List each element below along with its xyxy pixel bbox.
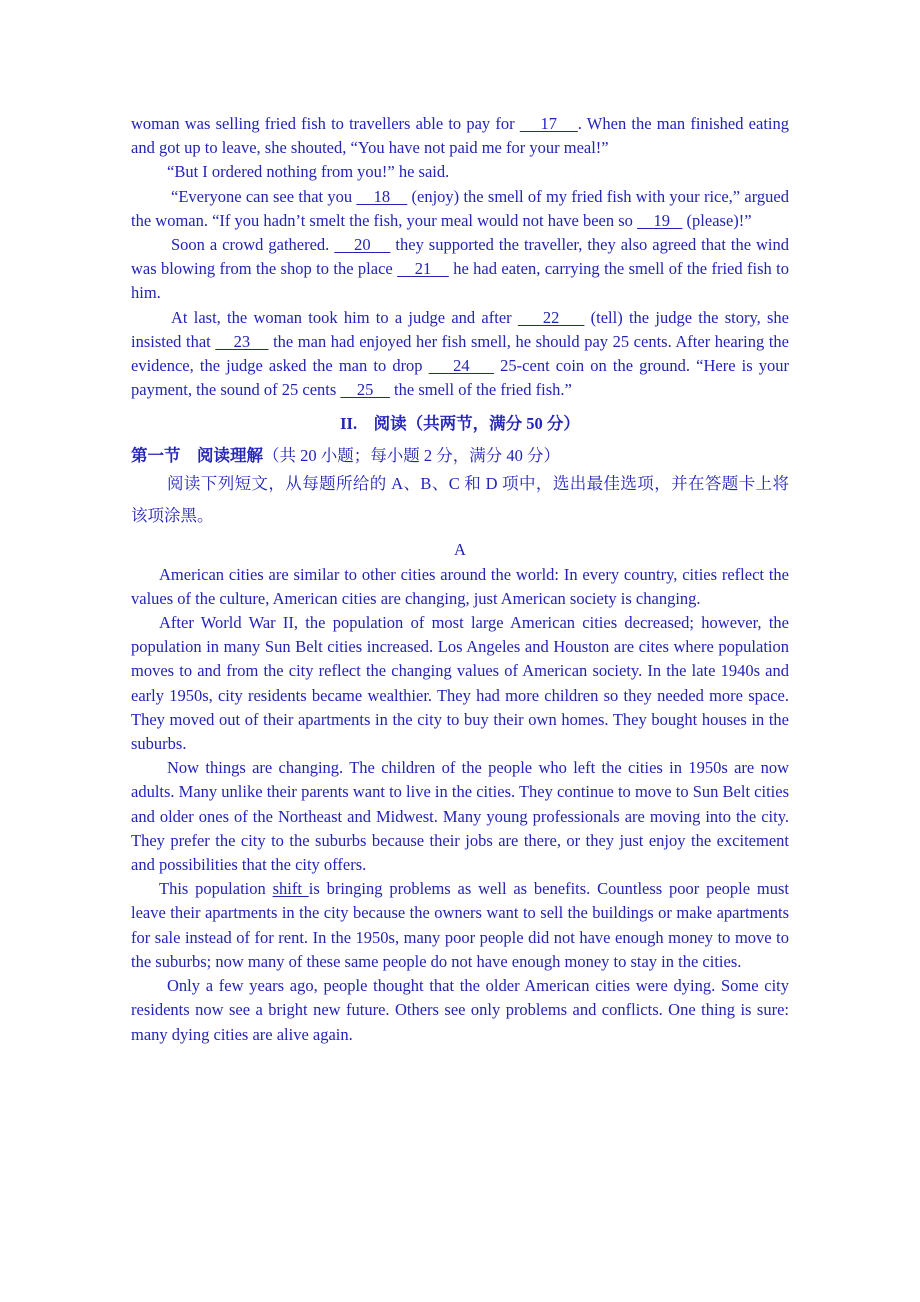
blank-22: 22: [517, 307, 585, 327]
text: “Everyone can see that you: [171, 186, 357, 206]
blank-20: 20: [334, 235, 391, 255]
part-heading: [131, 444, 789, 468]
text: 25-cent coin on the ground. “Here is your payment, the sound of 25 cents: [131, 356, 789, 400]
text: . When the man finished eating and got up to leave, she shouted, “You have not paid me for your meal!”: [131, 114, 789, 158]
underlined-word-shift: shift: [272, 879, 309, 899]
text: At last, the woman took him to a judge and after: [171, 307, 518, 327]
blank-23: 23: [215, 331, 269, 351]
text: (enjoy) the smell of my fried fish with your rice,” argued the woman. “If you hadn’t smelt the fish, your meal would not have been so: [131, 186, 790, 230]
cloze-paragraph-5: [131, 306, 789, 403]
text: he had eaten, carrying the smell of the fried fish to him.: [131, 259, 789, 303]
blank-25: 25: [340, 380, 390, 400]
section-title: II. 阅读（共两节，满分 50 分）: [340, 414, 580, 434]
text: the man had enjoyed her fish smell, he should pay 25 cents. After hearing the evidence, the judge asked the man to drop: [131, 331, 789, 376]
passage-letter: A: [454, 540, 466, 560]
cloze-paragraph-2: “But I ordered nothing from you!” he said.: [167, 162, 450, 182]
text: Soon a crowd gathered.: [171, 235, 335, 255]
document-page: [131, 112, 789, 1047]
cloze-paragraph-4: [131, 233, 789, 306]
blank-24: 24: [428, 356, 495, 376]
text: is bringing problems as well as benefits. Countless poor people must leave their apartments in the city because the owners want to sell the buildings or make apartments for sale instead of for rent. In the 1950s, many poor people did not have enough money to move to the suburbs; now many of these same people do not have enough money to stay in the cities.: [131, 879, 790, 971]
passage-paragraph-5: Only a few years ago, people thought that the older American cities were dying. Some city residents now see a bright new future. Others see only problems and conflicts. One thing is sure: many dying cities are alive again.: [131, 976, 789, 1044]
passage-paragraph-2: After World War II, the population of most large American cities decreased; however, the population in many Sun Belt cities increased. Los Angeles and Houston are cites where population moves to and from the city reflect the changing values of American society. In the late 1940s and early 1950s, city residents became wealthier. They had more children so they needed more space. They moved out of their apartments in the city to buy their own homes. They bought houses in the suburbs.: [131, 613, 789, 754]
passage-paragraph-1: American cities are similar to other cities around the world: In every country, cities reflect the values of the culture, American cities are changing, just American society is changing.: [131, 564, 789, 608]
blank-17: 17: [519, 114, 578, 133]
passage-paragraph-4: [131, 877, 789, 974]
instructions: 阅读下列短文，从每题所给的 A、B、C 和 D 项中，选出最佳选项，并在答题卡上将该项涂黑。: [131, 474, 789, 526]
text: they supported the traveller, they also agreed that the wind was blowing from the shop to the place: [131, 235, 790, 279]
part-heading-title: 第一节 阅读理解: [131, 446, 263, 466]
blank-21: 21: [397, 259, 449, 279]
blank-19: 19: [637, 210, 683, 230]
cloze-paragraph-1: [131, 112, 789, 160]
text: the smell of the fried fish.”: [389, 380, 572, 400]
passage-paragraph-3: Now things are changing. The children of the people who left the cities in 1950s are now adults. Many unlike their parents want to live in the cities. They continue to move to Sun Belt cities and older ones of the Northeast and Midwest. Many young professionals are moving into the city. They prefer the city to the suburbs because their jobs are there, or they just enjoy the excitement and possibilities that the city offers.: [131, 758, 789, 875]
blank-18: 18: [356, 186, 408, 206]
text: (tell) the judge the story, she insisted that: [131, 307, 789, 351]
cloze-paragraph-3: [131, 185, 789, 233]
part-heading-detail: （共 20 小题；每小题 2 分，满分 40 分）: [263, 446, 560, 466]
text: This population: [159, 879, 273, 899]
text: (please)!”: [682, 210, 752, 230]
text: woman was selling fried fish to travellers able to pay for: [131, 114, 520, 133]
